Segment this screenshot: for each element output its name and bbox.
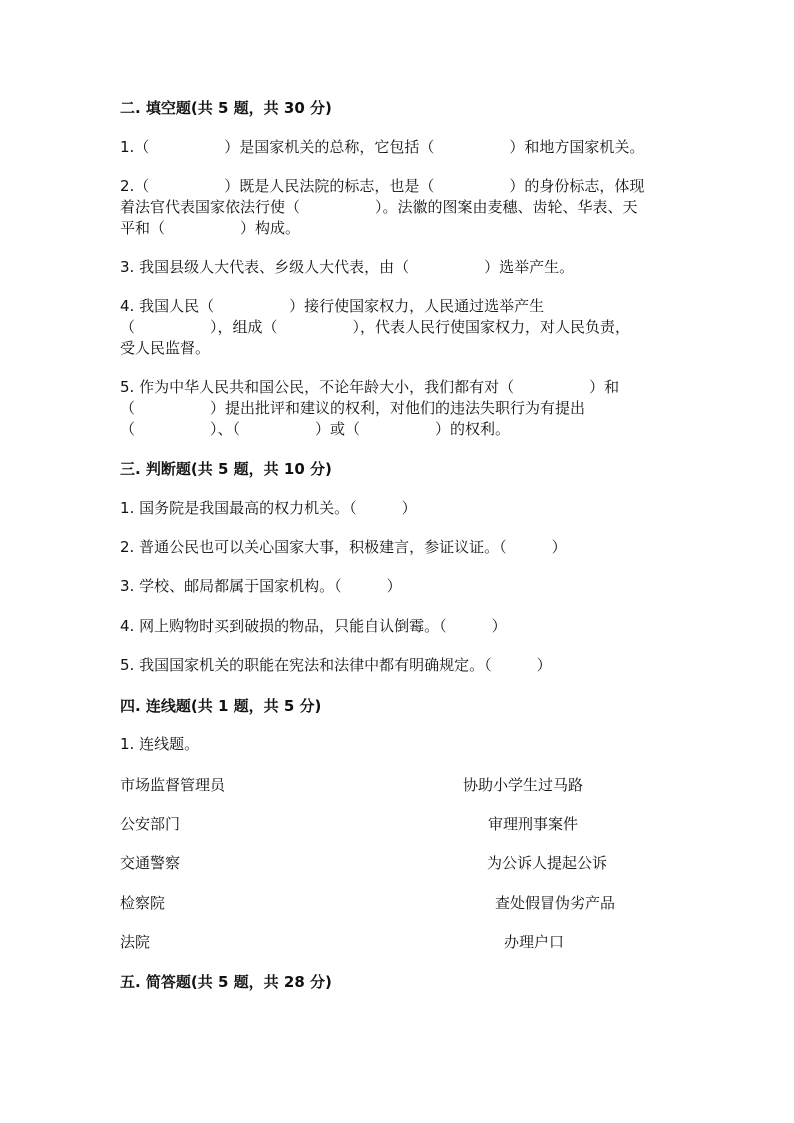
fill-blank-q1-line-1: 1.（ ）是国家机关的总称，它包括（ ）和地方国家机关。 xyxy=(120,138,645,156)
matching-question: 1. 连线题。 xyxy=(120,735,200,753)
matching-right-item-3: 为公诉人提起公诉 xyxy=(487,854,608,872)
section-heading-short-answer: 五. 简答题(共 5 题，共 28 分) xyxy=(120,973,332,991)
matching-right-item-1: 协助小学生过马路 xyxy=(463,776,584,794)
matching-left-item-2: 公安部门 xyxy=(120,815,181,833)
matching-left-item-5: 法院 xyxy=(120,933,151,951)
fill-blank-q3-line-1: 3. 我国县级人大代表、乡级人大代表，由（ ）选举产生。 xyxy=(120,258,575,276)
fill-blank-q5-line-3: （ ）、（ ）或（ ）的权利。 xyxy=(120,420,511,438)
section-heading-matching: 四. 连线题(共 1 题，共 5 分) xyxy=(120,697,322,715)
fill-blank-q4-line-3: 受人民监督。 xyxy=(120,339,211,357)
matching-right-item-4: 查处假冒伪劣产品 xyxy=(495,894,616,912)
fill-blank-q2-line-3: 平和（ ）构成。 xyxy=(120,219,301,237)
true-false-q4: 4. 网上购物时买到破损的物品，只能自认倒霉。（ ） xyxy=(120,617,507,635)
true-false-q2: 2. 普通公民也可以关心国家大事，积极建言，参证议证。（ ） xyxy=(120,538,567,556)
true-false-q1: 1. 国务院是我国最高的权力机关。（ ） xyxy=(120,499,417,517)
matching-left-item-4: 检察院 xyxy=(120,894,166,912)
section-heading-true-false: 三. 判断题(共 5 题，共 10 分) xyxy=(120,460,332,478)
fill-blank-q5-line-1: 5. 作为中华人民共和国公民，不论年龄大小，我们都有对（ ）和 xyxy=(120,378,620,396)
section-heading-fill-blank: 二. 填空题(共 5 题，共 30 分) xyxy=(120,99,332,117)
matching-right-item-5: 办理户口 xyxy=(504,933,565,951)
matching-left-item-3: 交通警察 xyxy=(120,854,181,872)
true-false-q5: 5. 我国国家机关的职能在宪法和法律中都有明确规定。（ ） xyxy=(120,656,552,674)
fill-blank-q4-line-2: （ ），组成（ ），代表人民行使国家权力，对人民负责， xyxy=(120,318,631,336)
fill-blank-q2-line-1: 2.（ ）既是人民法院的标志，也是（ ）的身份标志，体现 xyxy=(120,177,645,195)
true-false-q3: 3. 学校、邮局都属于国家机构。（ ） xyxy=(120,577,402,595)
fill-blank-q4-line-1: 4. 我国人民（ ）接行使国家权力，人民通过选举产生 xyxy=(120,297,545,315)
fill-blank-q5-line-2: （ ）提出批评和建议的权利，对他们的违法失职行为有提出 xyxy=(120,399,586,417)
matching-left-item-1: 市场监督管理员 xyxy=(120,776,226,794)
matching-right-item-2: 审理刑事案件 xyxy=(488,815,579,833)
fill-blank-q2-line-2: 着法官代表国家依法行使（ ）。法徽的图案由麦穗、齿轮、华表、天 xyxy=(120,198,638,216)
